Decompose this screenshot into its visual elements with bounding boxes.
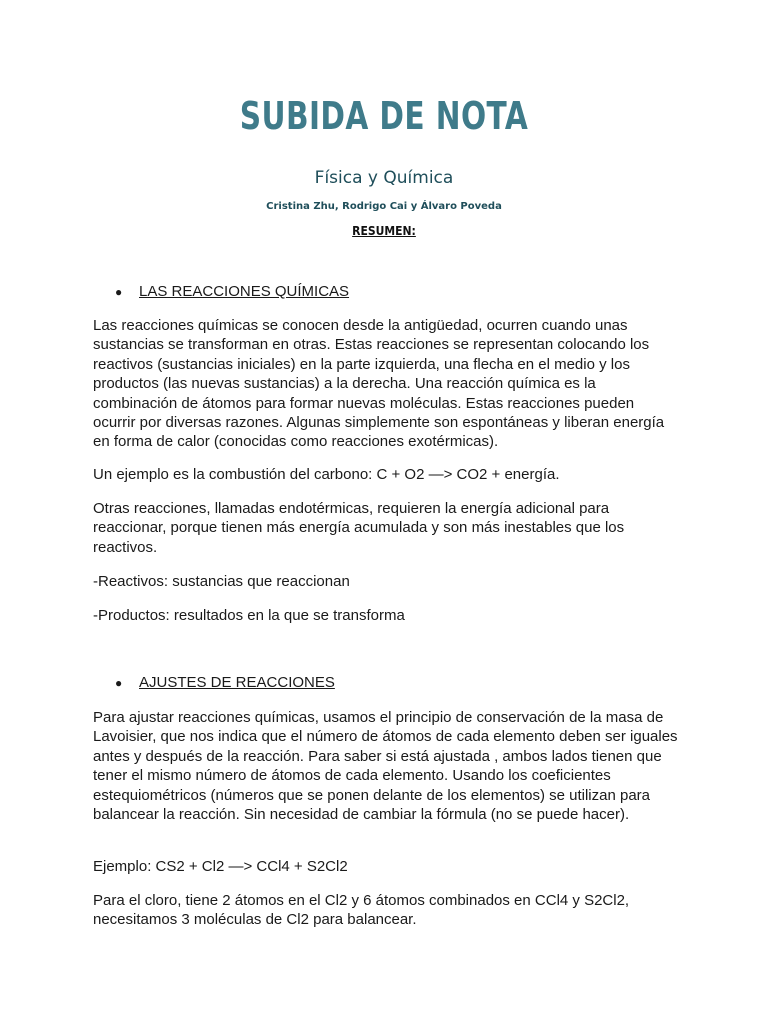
paragraph: Para el cloro, tiene 2 átomos en el Cl2 y 6 átomos combinados en CCl4 y S2Cl2, necesitamos 3 moléculas de Cl2 para balancear. (93, 892, 630, 929)
document-title: SUBIDA DE NOTA (239, 94, 529, 138)
paragraph: Otras reacciones, llamadas endotérmicas, requieren la energía adicional para reaccionar, porque tienen más energía acumulada y son más inestables que los reactivos. (93, 500, 625, 556)
paragraph: -Reactivos: sustancias que reaccionan (93, 573, 350, 590)
document-authors: Cristina Zhu, Rodrigo Cai y Álvaro Poveda (266, 201, 502, 212)
section-heading-ajustes (115, 673, 335, 693)
document-subtitle: Física y Química (314, 168, 454, 188)
paragraph: Las reacciones químicas se conocen desde la antigüedad, ocurren cuando unas sustancias se transforman en otras. Estas reacciones se representan colocando los reactivos (sustancias iniciales) en la parte izquierda, una flecha en el medio y los productos (las nuevas sustancias) a la derecha. Una reacción química es la combinación de átomos para formar nuevas moléculas. Estas reacciones pueden ocurrir por diversas razones. Algunas simplemente son espontáneas y liberan energía en forma de calor (conocidas como reacciones exotérmicas). (93, 317, 665, 451)
paragraph: Un ejemplo es la combustión del carbono: C + O2 —> CO2 + energía. (93, 466, 560, 483)
paragraph: Para ajustar reacciones químicas, usamos el principio de conservación de la masa de Lavoisier, que nos indica que el número de átomos de cada elemento deben ser iguales antes y después de la reacción. Para saber si está ajustada , ambos lados tienen que tener el mismo número de átomos de cada elemento. Usando los coeficientes estequiométricos (números que se ponen delante de los elementos) se utilizan para balancear la reacción. Sin necesidad de cambiar la fórmula (no se puede hacer). (93, 709, 678, 824)
section-heading-text: LAS REACCIONES QUÍMICAS (139, 283, 350, 300)
section-heading-reacciones (115, 282, 349, 302)
bullet-icon: ● (115, 676, 123, 690)
summary-label: RESUMEN: (352, 224, 416, 238)
paragraph: -Productos: resultados en la que se transforma (93, 607, 405, 624)
bullet-icon: ● (115, 285, 123, 299)
section-heading-text: AJUSTES DE REACCIONES (139, 674, 335, 691)
paragraph: Ejemplo: CS2 + Cl2 —> CCl4 + S2Cl2 (93, 858, 348, 875)
